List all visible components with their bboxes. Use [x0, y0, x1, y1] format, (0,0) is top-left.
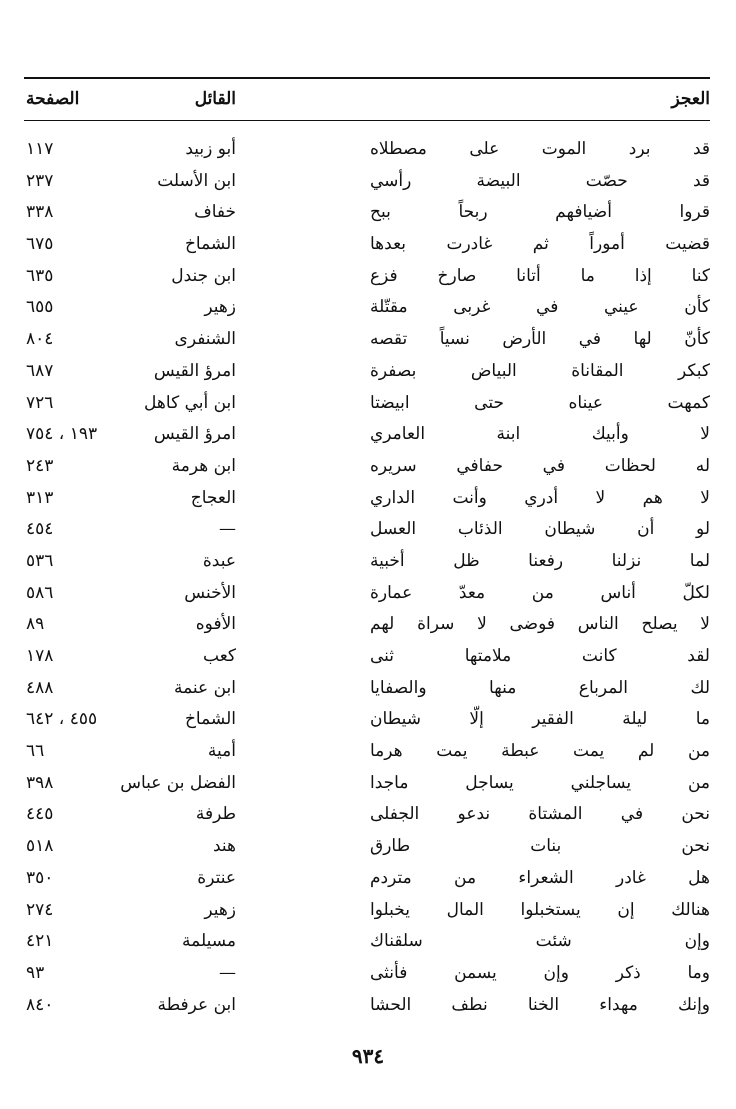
verse-text: لا يصلح الناس فوضى لا سراة لهم: [370, 614, 710, 635]
header-rule: [24, 120, 710, 121]
index-row: [0, 324, 736, 356]
verse-text: من يساجلني يساجل ماجدا: [370, 772, 710, 793]
verse-text: له لحظات في حفافي سريره: [370, 455, 710, 476]
poet-name: عنترة: [197, 867, 236, 888]
index-row: [0, 831, 736, 863]
poet-name: ابن أبي كاهل: [144, 392, 236, 413]
page-ref: ٨٩: [26, 614, 45, 635]
page-ref: ٤٤٥: [26, 804, 54, 825]
index-row: [0, 197, 736, 229]
page-ref: ٧٢٦: [26, 392, 54, 413]
verse-text: لك المرباع منها والصفايا: [370, 677, 710, 698]
page-ref: ٦٨٧: [26, 360, 54, 381]
verse-text: من لم يمت عبطة يمت هرما: [370, 741, 710, 762]
page-ref: ٦٥٥: [26, 297, 54, 318]
verse-text: وإن شئت سلقناك: [370, 931, 710, 952]
page-ref: ٤٨٨: [26, 677, 54, 698]
poet-name: الشماخ: [184, 234, 236, 255]
page-ref: ٦٧٥: [26, 234, 54, 255]
poet-name: عبدة: [202, 550, 236, 571]
page-ref: ١٩٣ ، ٧٥٤: [26, 424, 98, 445]
verse-text: قد حصّت البيضة رأسي: [370, 170, 710, 191]
index-row: [0, 958, 736, 990]
poet-name: هند: [212, 836, 236, 857]
poet-name: ابن عرفطة: [157, 994, 236, 1015]
poet-name: ابن هرمة: [171, 455, 236, 476]
verse-text: لا هم لا أدري وأنت الداري: [370, 487, 710, 508]
verse-text: كأن عيني في غربى مقتّلة: [370, 297, 710, 318]
poet-name: أمية: [207, 741, 236, 762]
page-ref: ٢٧٤: [26, 899, 54, 920]
poet-name: الأخنس: [184, 582, 236, 603]
index-row: [0, 261, 736, 293]
poet-name: كعب: [203, 646, 236, 666]
verse-text: وما ذكر وإن يسمن فأنثى: [370, 962, 710, 983]
page-ref: ٤٥٤: [26, 519, 54, 540]
verse-text: قروا أضيافهم ربحاً ببح: [370, 202, 710, 223]
index-row: [0, 546, 736, 578]
index-row: [0, 768, 736, 800]
page-ref: ٦٦: [26, 741, 45, 762]
verse-text: نحن في المشتاة ندعو الجفلى: [370, 804, 710, 825]
poet-name: خفاف: [194, 202, 236, 223]
page-ref: ٣١٣: [26, 487, 54, 508]
verse-text: كبكر المقاناة البياض بصفرة: [370, 360, 710, 381]
header-ajz: العجز: [671, 89, 710, 109]
page-ref: ١٧٨: [26, 646, 54, 666]
verse-text: قضيت أموراً ثم غادرت بعدها: [370, 234, 710, 255]
index-table: [0, 134, 736, 1021]
header-qail: القائل: [194, 89, 236, 109]
page-ref: ٥٨٦: [26, 582, 54, 603]
page-ref: ٦٣٥: [26, 265, 54, 286]
page-number: ٩٣٤: [351, 1044, 385, 1068]
poet-name: امرؤ القيس: [153, 360, 236, 381]
poet-name: ابن جندل: [171, 265, 236, 286]
page-ref: ٤٥٥ ، ٦٤٢: [26, 709, 98, 730]
page-ref: ٢٤٣: [26, 455, 54, 476]
index-row: [0, 641, 736, 673]
page-ref: ٤٢١: [26, 931, 54, 952]
index-row: [0, 134, 736, 166]
poet-name: الشماخ: [184, 709, 236, 730]
index-row: [0, 926, 736, 958]
verse-text: كأنّ لها في الأرض نسياً تقصه: [370, 329, 710, 350]
index-row: [0, 799, 736, 831]
index-row: [0, 356, 736, 388]
verse-text: لما نزلنا رفعنا ظل أخبية: [370, 550, 710, 571]
page-ref: ٨٠٤: [26, 329, 54, 350]
index-row: [0, 229, 736, 261]
index-row: [0, 419, 736, 451]
page-ref: ٣٥٠: [26, 867, 54, 888]
poet-name: زهير: [204, 297, 236, 318]
poet-name: الشنفرى: [174, 329, 236, 350]
verse-text: ما ليلة الفقير إلّا شيطان: [370, 709, 710, 730]
index-row: [0, 704, 736, 736]
index-row: [0, 451, 736, 483]
poet-name: ابن عنمة: [173, 677, 236, 698]
page-ref: ٩٣: [26, 962, 45, 983]
page-ref: ٢٣٧: [26, 170, 54, 191]
index-row: [0, 990, 736, 1022]
poet-name: ابن الأسلت: [157, 170, 236, 191]
poet-name: —: [219, 519, 236, 540]
verse-text: كنا إذا ما أتانا صارخ فزع: [370, 265, 710, 286]
index-row: [0, 736, 736, 768]
page-ref: ٥١٨: [26, 836, 54, 857]
verse-text: كمهت عيناه حتى ابيضتا: [370, 392, 710, 413]
page-ref: ٥٣٦: [26, 550, 54, 571]
poet-name: أبو زبيد: [185, 139, 236, 159]
index-row: [0, 514, 736, 546]
page-ref: ١١٧: [26, 139, 54, 159]
index-row: [0, 166, 736, 198]
verse-text: هل غادر الشعراء من متردم: [370, 867, 710, 888]
poet-name: —: [219, 962, 236, 983]
verse-text: لقد كانت ملامتها ثنى: [370, 646, 710, 666]
poet-name: الفضل بن عباس: [120, 772, 236, 793]
poet-name: زهير: [204, 899, 236, 920]
poet-name: الأفوه: [195, 614, 236, 635]
index-row: [0, 863, 736, 895]
poet-name: العجاج: [190, 487, 236, 508]
header-page: الصفحة: [26, 89, 80, 109]
index-row: [0, 895, 736, 927]
page-ref: ٣٣٨: [26, 202, 54, 223]
verse-text: لا وأبيك ابنة العامري: [370, 424, 710, 445]
verse-text: لكلّ أناس من معدّ عمارة: [370, 582, 710, 603]
top-rule: [24, 77, 710, 79]
page-ref: ٨٤٠: [26, 994, 54, 1015]
index-row: [0, 609, 736, 641]
verse-text: نحن بنات طارق: [370, 836, 710, 857]
index-row: [0, 673, 736, 705]
verse-text: هنالك إن يستخبلوا المال يخبلوا: [370, 899, 710, 920]
poet-name: طرفة: [195, 804, 236, 825]
verse-text: وإنك مهداء الخنا نطف الحشا: [370, 994, 710, 1015]
index-row: [0, 483, 736, 515]
page-ref: ٣٩٨: [26, 772, 54, 793]
index-row: [0, 292, 736, 324]
verse-text: لو أن شيطان الذئاب العسل: [370, 519, 710, 540]
index-row: [0, 578, 736, 610]
poet-name: مسيلمة: [182, 931, 236, 952]
verse-text: قد برد الموت على مصطلاه: [370, 139, 710, 159]
poet-name: امرؤ القيس: [153, 424, 236, 445]
index-row: [0, 388, 736, 420]
